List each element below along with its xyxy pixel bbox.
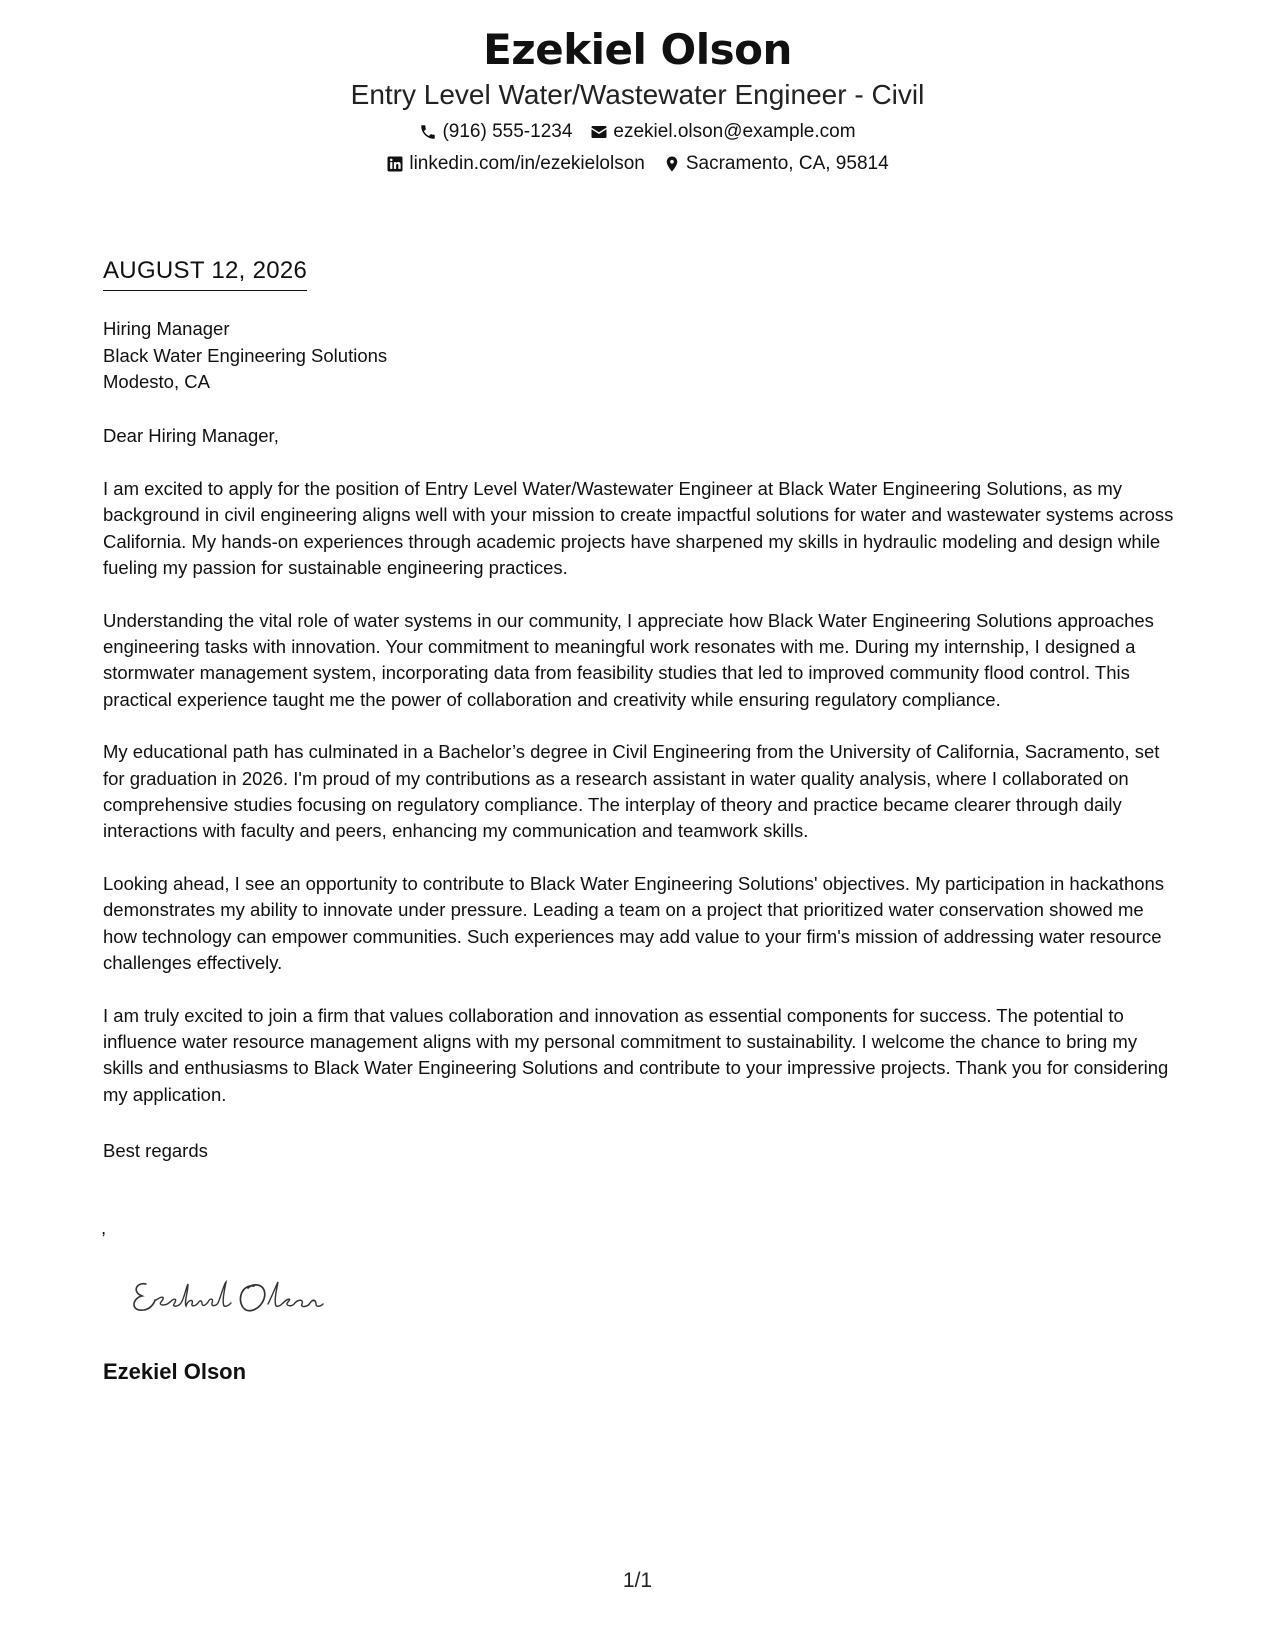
envelope-icon <box>590 123 608 141</box>
recipient-title: Hiring Manager <box>103 318 230 339</box>
phone-icon <box>419 123 437 141</box>
body-paragraph-4: Looking ahead, I see an opportunity to contribute to Black Water Engineering Solutions' objectives. My participation in hackathons demonstrates my ability to innovate under pressure. Leading a team on a project that prioritized water conservation showed me how technology can empower communities. Such experiences may add value to your firm's mission of addressing water resource challenges effectively. <box>103 873 1165 973</box>
closing: Best regards <box>103 1140 208 1161</box>
applicant-name: Ezekiel Olson <box>483 25 792 74</box>
linkedin-url: linkedin.com/in/ezekielolson <box>409 153 645 174</box>
linkedin-icon <box>386 155 404 173</box>
map-pin-icon <box>663 155 681 173</box>
contact-linkedin <box>386 152 645 176</box>
page-number: 1/1 <box>622 1569 653 1592</box>
letter-body <box>103 476 1178 1134</box>
location-text: Sacramento, CA, 95814 <box>685 153 889 174</box>
letter-header <box>0 22 1275 176</box>
body-paragraph-1: I am excited to apply for the position of Entry Level Water/Wastewater Engineer at Black Water Engineering Solutions, as my background in civil engineering aligns well with your mission to create impactful solutions for water and wastewater systems across California. My hands-on experiences through academic projects have sharpened my skills in hydraulic modeling and design while fueling my passion for sustainable engineering practices. <box>103 478 1174 578</box>
contact-line-2 <box>0 152 1275 176</box>
contact-line-1 <box>0 120 1275 144</box>
salutation: Dear Hiring Manager, <box>103 425 279 446</box>
body-paragraph-2: Understanding the vital role of water systems in our community, I appreciate how Black Water Engineering Solutions approaches engineering tasks with innovation. Your commitment to meaningful work resonates with me. During my internship, I designed a stormwater management system, incorporating data from feasibility studies that led to improved community flood control. This practical experience taught me the power of collaboration and creativity while ensuring regulatory compliance. <box>103 609 1154 710</box>
recipient-block <box>103 316 1178 396</box>
contact-location <box>663 152 889 176</box>
body-paragraph-3: My educational path has culminated in a Bachelor’s degree in Civil Engineering from the University of California, Sacramento, set for graduation in 2026. I'm proud of my contributions as a research assistant in water quality analysis, where I collaborated on comprehensive studies focusing on regulatory compliance. The interplay of theory and practice became clearer through daily interactions with faculty and peers, enhancing my communication and teamwork skills. <box>103 741 1160 842</box>
signature-icon <box>128 1270 338 1326</box>
closing-comma: , <box>101 1217 107 1238</box>
job-title: Entry Level Water/Wastewater Engineer - Civil <box>350 79 925 110</box>
contact-email <box>590 120 855 144</box>
phone-number: (916) 555-1234 <box>442 121 573 142</box>
recipient-company: Black Water Engineering Solutions <box>103 344 388 366</box>
contact-phone <box>419 120 572 144</box>
recipient-location: Modesto, CA <box>103 371 210 392</box>
letter-date: AUGUST 12, 2026 <box>103 256 307 291</box>
body-paragraph-5: I am truly excited to join a firm that values collaboration and innovation as essential components for success. The potential to influence water resource management aligns with my personal commitment to sustainability. I welcome the chance to bring my skills and enthusiasms to Black Water Engineering Solutions and contribute to your impressive projects. Thank you for considering my application. <box>103 1004 1169 1105</box>
signer-name: Ezekiel Olson <box>103 1359 247 1384</box>
email-address: ezekiel.olson@example.com <box>613 121 856 142</box>
signature-image <box>128 1270 338 1326</box>
